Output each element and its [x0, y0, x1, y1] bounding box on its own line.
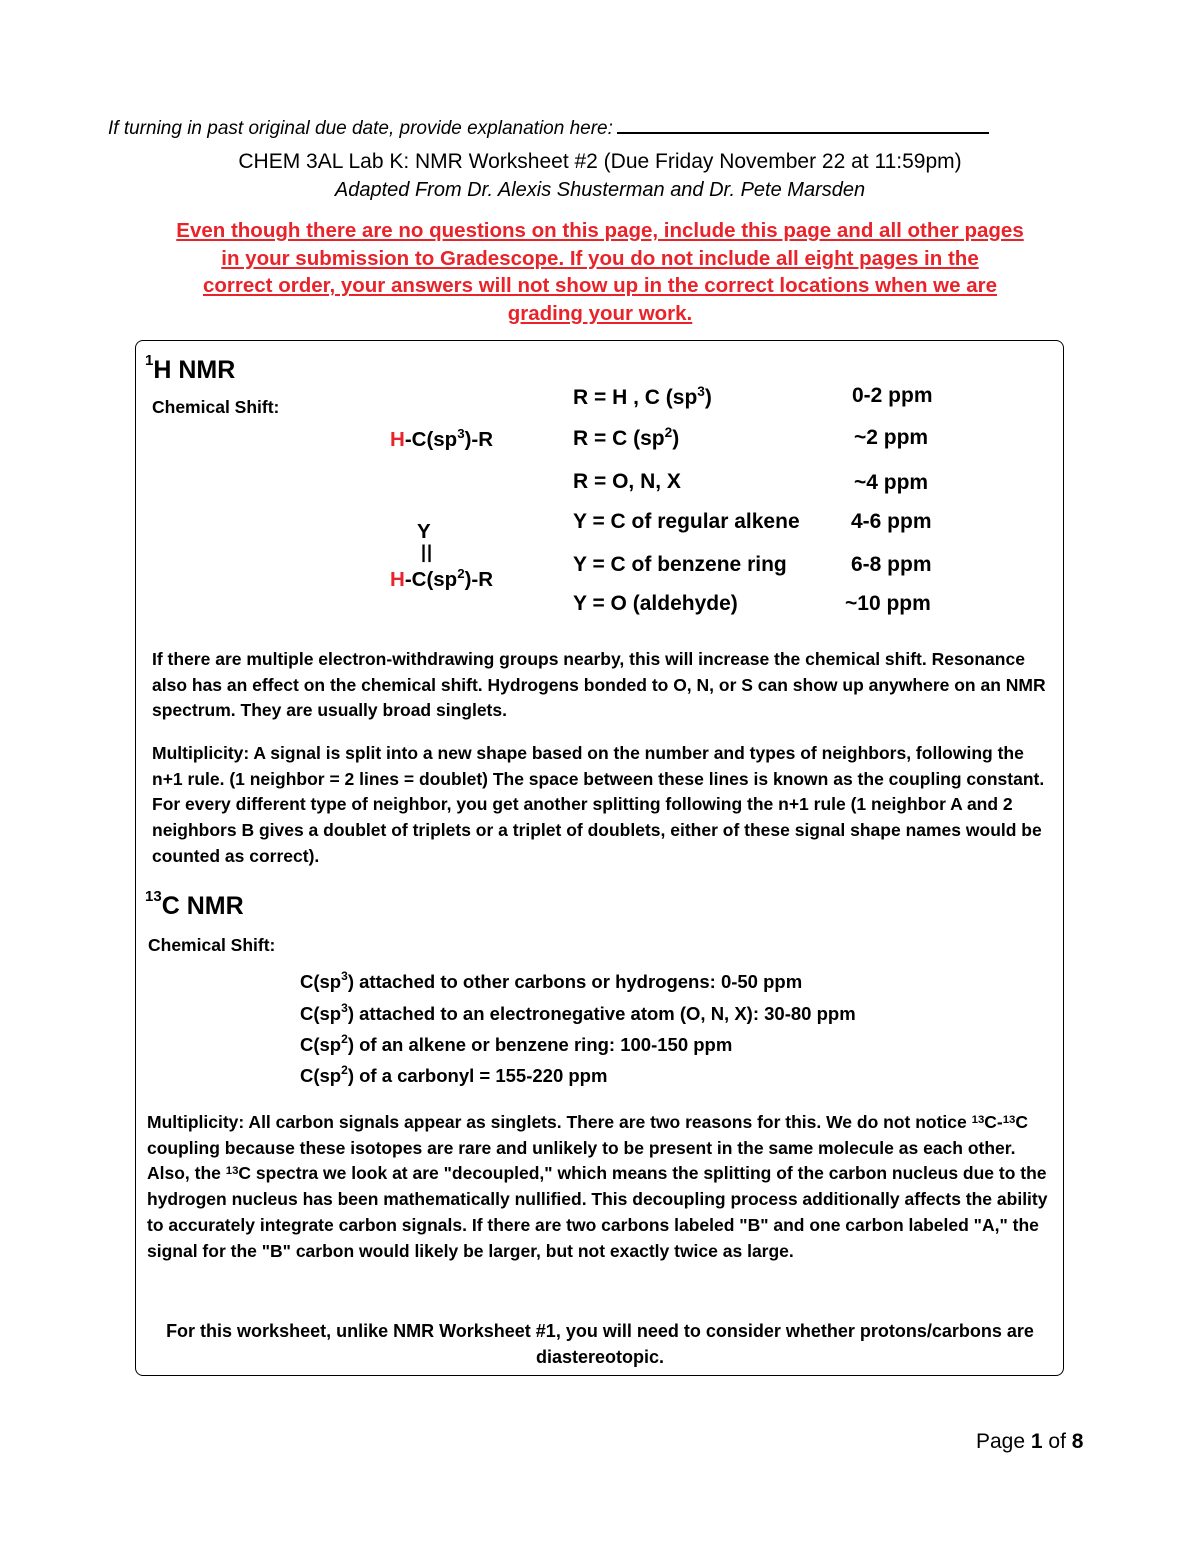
shift-group: Y = O (aldehyde) — [573, 592, 738, 615]
double-bond: || — [421, 542, 434, 562]
late-explanation-blank[interactable] — [617, 114, 989, 134]
h-nmr-heading: $^1$H NMR — [145, 352, 236, 384]
shift-ppm: 4-6 ppm — [851, 510, 932, 533]
c-multiplicity-notes: Multiplicity: All carbon signals appear as singlets. There are two reasons for this. We do not notice $^{13}$C-$^{13}$C coupling because these isotopes are rare and unlikely to be present in the same molecule as each other. Also, the $^{13}$C spectra we look at are "decoupled," which means the splitting of the carbon nucleus due to the hydrogen nucleus has been mathematically nullified. This decoupling process additionally affects the ability to accurately integrate carbon signals. If there are two carbons labeled "B" and one carbon labeled "A," the signal for the "B" carbon would likely be larger, but not exactly twice as large. — [147, 1112, 1048, 1261]
h-shift-notes: If there are multiple electron-withdrawing groups nearby, this will increase the chemical shift. Resonance also has an effect on the chemical shift. Hydrogens bonded to O, N, or S can show up anywhere on an NMR spectrum. They are usually broad singlets. — [152, 649, 1046, 721]
page-number: Page 1 of 8 — [976, 1430, 1084, 1453]
shift-ppm: ~2 ppm — [854, 426, 929, 449]
warning-line: correct order, your answers will not show up in the correct locations when we are — [202, 274, 997, 297]
warning-line: Even though there are no questions on this page, include this page and all other pages — [176, 219, 1024, 242]
shift-group: R = O, N, X — [573, 470, 681, 493]
sp2-fragment: $H-C(sp^2)-R$ — [390, 566, 494, 591]
submission-warning — [100, 217, 1100, 327]
sp3-fragment: $H-C(sp^3)-R$ — [390, 426, 494, 451]
c-shift-item: $C(sp^3)$ attached to an electronegative atom (O, N, X): 30-80 ppm — [300, 1001, 856, 1024]
shift-ppm: 6-8 ppm — [851, 553, 932, 576]
y-substituent: Y — [417, 520, 431, 543]
shift-ppm: 0-2 ppm — [852, 384, 933, 407]
late-explanation-prompt: If turning in past original due date, provide explanation here: — [108, 118, 613, 139]
shift-group: R = C $(sp^2)$ — [573, 425, 680, 450]
warning-line: in your submission to Gradescope. If you do not include all eight pages in the — [221, 246, 979, 270]
h-chemical-shift-label: Chemical Shift: — [152, 397, 280, 417]
multiplicity-label: Multiplicity: — [152, 743, 250, 763]
c-shift-item: $C(sp^3)$ attached to other carbons or hydrogens: 0-50 ppm — [300, 969, 803, 992]
hydrogen-atom: H — [390, 428, 405, 451]
shift-group: Y = C of benzene ring — [573, 553, 787, 576]
shift-group: R = H , C $(sp^3)$ — [573, 384, 712, 409]
shift-ppm: ~4 ppm — [854, 471, 929, 494]
c-shift-item: $C(sp^2)$ of a carbonyl = 155-220 ppm — [300, 1063, 608, 1086]
h-multiplicity-notes: Multiplicity: A signal is split into a new shape based on the number and types of neighbors, following the n+1 rule. (1 neighbor = 2 lines = doublet) The space between these lines is known as the coupling constant. For every different type of neighbor, you get another splitting following the n+1 rule (1 neighbor A and 2 neighbors B gives a doublet of triplets or a triplet of doublets, either of these signal shape names would be counted as correct). — [152, 743, 1045, 866]
multiplicity-label: Multiplicity: — [147, 1112, 245, 1132]
shift-group: Y = C of regular alkene — [573, 510, 800, 533]
c-chemical-shift-label: Chemical Shift: — [148, 935, 276, 955]
page-subtitle: Adapted From Dr. Alexis Shusterman and Dr. Pete Marsden — [334, 179, 866, 201]
warning-line: grading your work. — [507, 301, 693, 325]
page-title: CHEM 3AL Lab K: NMR Worksheet #2 (Due Friday November 22 at 11:59pm) — [238, 150, 962, 173]
c-nmr-heading: $^{13}$C NMR — [145, 888, 244, 920]
late-explanation-line — [108, 114, 989, 140]
shift-ppm: ~10 ppm — [845, 592, 931, 615]
diastereotopic-note: For this worksheet, unlike NMR Worksheet #1, you will need to consider whether protons/carbons are diastereotopic. — [166, 1321, 1034, 1367]
c-shift-item: $C(sp^2)$ of an alkene or benzene ring: 100-150 ppm — [300, 1032, 733, 1055]
hydrogen-atom: H — [390, 568, 405, 591]
